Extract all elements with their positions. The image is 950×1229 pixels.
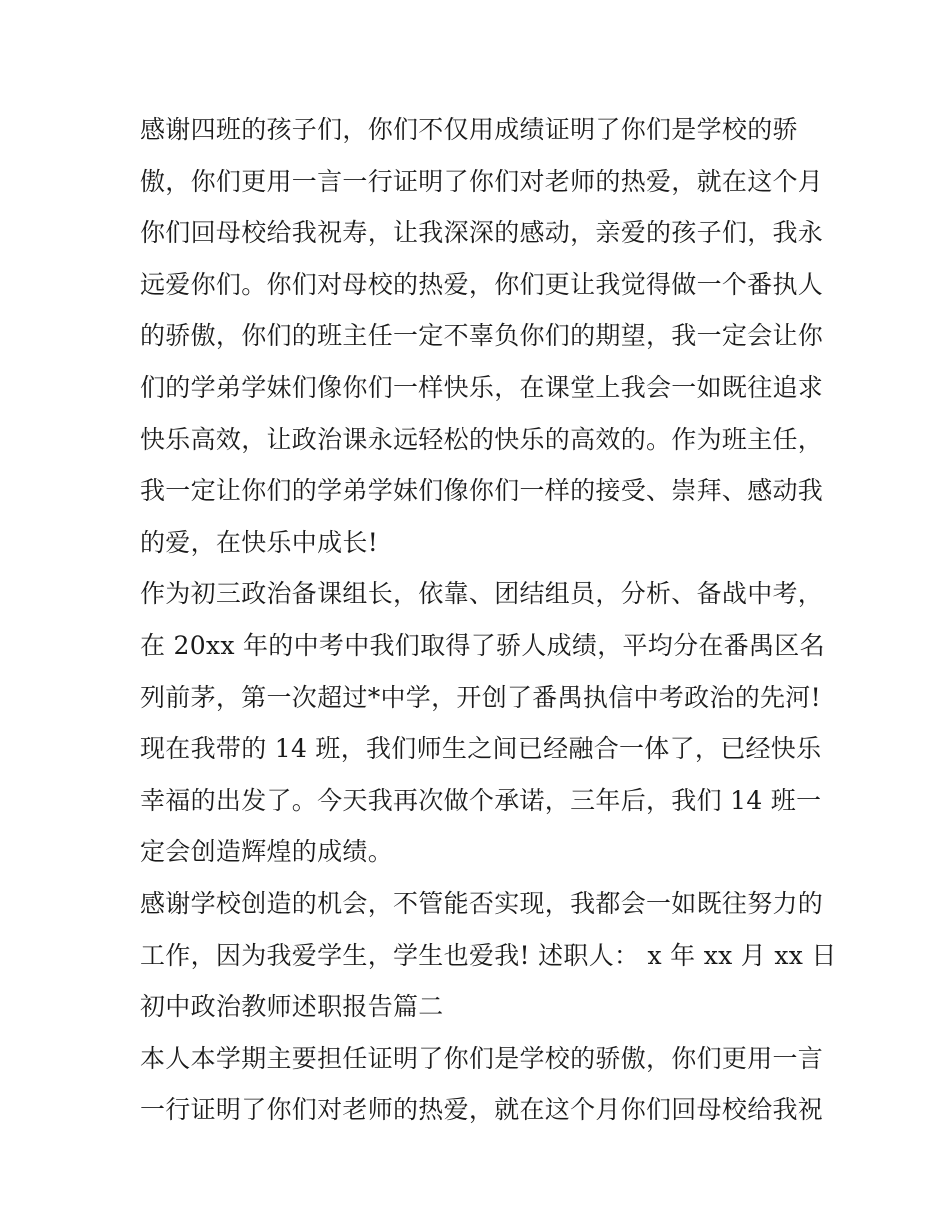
text-line: 作为初三政治备课组长，依靠、团结组员，分析、备战中考，: [140, 579, 824, 609]
document-body: [140, 104, 837, 1136]
paragraph-thanks-school: [140, 878, 837, 981]
text-line: 感谢学校创造的机会，不管能否实现，我都会一如既往努力的: [140, 888, 824, 918]
text-line: 你们回母校给我祝寿，让我深深的感动，亲爱的孩子们，我永: [140, 218, 824, 248]
text-line: 的爱，在快乐中成长!: [140, 527, 379, 557]
text-line: 远爱你们。你们对母校的热爱，你们更让我觉得做一个番执人: [140, 269, 824, 299]
text-line: 幸福的出发了。今天我再次做个承诺，三年后，我们 14 班一: [140, 785, 822, 815]
text-line: 傲，你们更用一言一行证明了你们对老师的热爱，就在这个月: [140, 166, 824, 196]
text-line: 在 20xx 年的中考中我们取得了骄人成绩，平均分在番禺区名: [140, 630, 825, 660]
text-line: 定会创造辉煌的成绩。: [140, 837, 394, 867]
text-line: 们的学弟学妹们像你们一样快乐，在课堂上我会一如既往追求: [140, 372, 824, 402]
text-line: 一行证明了你们对老师的热爱，就在这个月你们回母校给我祝: [140, 1095, 824, 1125]
paragraph-thanks-class-four: [140, 104, 824, 568]
section-heading: [140, 981, 812, 1033]
text-line: 快乐高效，让政治课永远轻松的快乐的高效的。作为班主任，: [140, 424, 824, 454]
text-line: 现在我带的 14 班，我们师生之间已经融合一体了，已经快乐: [140, 734, 822, 764]
text-line: 列前茅，第一次超过*中学，开创了番禺执信中考政治的先河!: [140, 682, 821, 712]
text-line: 感谢四班的孩子们，你们不仅用成绩证明了你们是学校的骄: [140, 115, 798, 144]
text-line: 工作，因为我爱学生，学生也爱我! 述职人： x 年 xx 月 xx 日: [140, 940, 837, 970]
text-line: 本人本学期主要担任证明了你们是学校的骄傲，你们更用一言: [140, 1043, 824, 1073]
heading-line: 初中政治教师述职报告篇二: [140, 992, 444, 1022]
paragraph-grade-nine-leader: [140, 568, 825, 878]
paragraph-section-two-intro: [140, 1033, 824, 1136]
text-line: 的骄傲，你们的班主任一定不辜负你们的期望，我一定会让你: [140, 321, 824, 351]
text-line: 我一定让你们的学弟学妹们像你们一样的接受、崇拜、感动我: [140, 476, 824, 506]
